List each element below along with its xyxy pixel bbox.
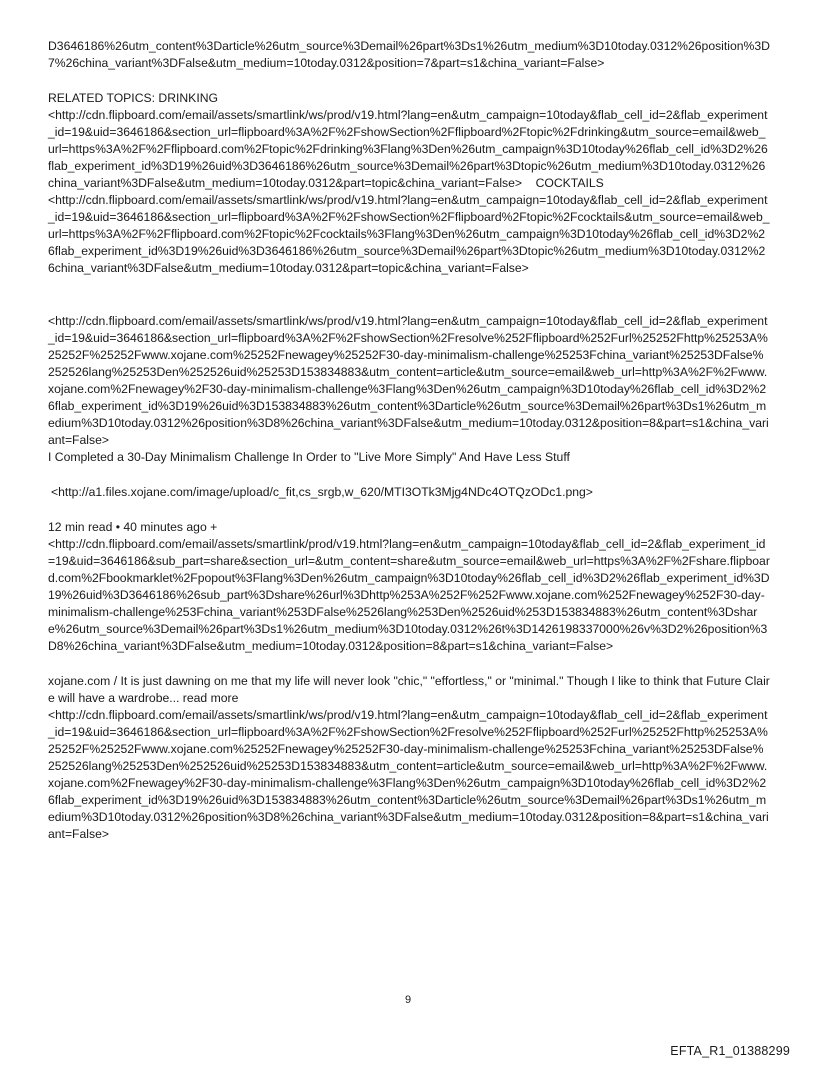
article-title: I Completed a 30-Day Minimalism Challenge In Order to "Live More Simply" And Have Less Stuff [48,450,570,464]
drinking-topic-link[interactable]: <http://cdn.flipboard.com/email/assets/smartlink/ws/prod/v19.html?lang=en&utm_campaign=10today&flab_cell_id=2&flab_experiment_id=19&uid=3646186&section_url=flipboard%3A%2F%2FshowSection%2Fflipboard%2Ftopic%2Fdrinking&utm_source=email&web_url=https%3A%2F%2Fflipboard.com%2Ftopic%2Fdrinking%3Flang%3Den%26utm_campaign%3D10today%26flab_cell_id%3D2%26flab_experiment_id%3D19%26uid%3D3646186%26utm_source%3Demail%26part%3Dtopic%26utm_medium%3D10today.0312%26china_variant%3DFalse&utm_medium=10today.0312&part=topic&china_variant=False> [48,108,768,190]
article-image-link[interactable]: <http://a1.files.xojane.com/image/upload/c_fit,cs_srgb,w_620/MTI3OTk3Mjg4NDc4OTQzODc1.png> [51,485,593,499]
cocktails-topic-label: COCKTAILS [535,176,604,190]
cocktails-topic-link[interactable]: <http://cdn.flipboard.com/email/assets/smartlink/ws/prod/v19.html?lang=en&utm_campaign=10today&flab_cell_id=2&flab_experiment_id=19&uid=3646186&section_url=flipboard%3A%2F%2FshowSection%2Fflipboard%2Ftopic%2Fcocktails&utm_source=email&web_url=https%3A%2F%2Fflipboard.com%2Ftopic%2Fcocktails%3Flang%3Den%26utm_campaign%3D10today%26flab_cell_id%3D2%26flab_experiment_id%3D19%26uid%3D3646186%26utm_source%3Demail%26part%3Dtopic%26utm_medium%3D10today.0312%26china_variant%3DFalse&utm_medium=10today.0312&part=topic&china_variant=False> [48,193,770,275]
url-fragment: D3646186%26utm_content%3Darticle%26utm_source%3Demail%26part%3Ds1%26utm_medium%3D10today.0312%26position%3D7%26china_variant%3DFalse&utm_medium=10today.0312&position=7&part=s1&china_variant=False> [48,39,770,70]
document-id: EFTA_R1_01388299 [670,1044,790,1058]
article-link[interactable]: <http://cdn.flipboard.com/email/assets/smartlink/ws/prod/v19.html?lang=en&utm_campaign=10today&flab_cell_id=2&flab_experiment_id=19&uid=3646186&section_url=flipboard%3A%2F%2FshowSection%2Fresolve%252Fflipboard%252Furl%25252Fhttp%25253A%25252F%25252Fwww.xojane.com%25252Fnewagey%25252F30-day-minimalism-challenge%25253Fchina_variant%25253DFalse%252526lang%25253Den%252526uid%25253D153834883&utm_content=article&utm_source=email&web_url=http%3A%2F%2Fwww.xojane.com%2Fnewagey%2F30-day-minimalism-challenge%3Flang%3Den%26utm_campaign%3D10today%26flab_cell_id%3D2%26flab_experiment_id%3D19%26uid%3D153834883%26utm_content%3Darticle%26utm_source%3Demail%26part%3Ds1%26utm_medium%3D10today.0312%26position%3D8%26china_variant%3DFalse&utm_medium=10today.0312&position=8&part=s1&china_variant=False> [48,314,769,447]
email-body [48,38,770,843]
page-number: 9 [404,994,412,1006]
share-link[interactable]: <http://cdn.flipboard.com/email/assets/smartlink/prod/v19.html?lang=en&utm_campaign=10today&flab_cell_id=2&flab_experiment_id=19&uid=3646186&sub_part=share&section_url=&utm_content=share&utm_source=email&web_url=https%3A%2F%2Fshare.flipboard.com%2Fbookmarklet%2Fpopout%3Flang%3Den%26utm_campaign%3D10today%26flab_cell_id%3D2%26flab_experiment_id%3D19%26uid%3D3646186%26sub_part%3Dshare%26url%3Dhttp%253A%252F%252Fwww.xojane.com%252Fnewagey%252F30-day-minimalism-challenge%253Fchina_variant%253DFalse%2526lang%253Den%2526uid%253D153834883%26utm_content%3Dshare%26utm_source%3Demail%26part%3Ds1%26utm_medium%3D10today.0312%26t%3D1426198337000%26v%3D2%26position%3D8%26china_variant%3DFalse&utm_medium=10today.0312&position=8&part=s1&china_variant=False> [48,537,770,653]
read-meta: 12 min read • 40 minutes ago + [48,520,218,534]
related-topics-label: RELATED TOPICS: DRINKING [48,91,218,105]
read-more-link[interactable]: <http://cdn.flipboard.com/email/assets/smartlink/ws/prod/v19.html?lang=en&utm_campaign=10today&flab_cell_id=2&flab_experiment_id=19&uid=3646186&section_url=flipboard%3A%2F%2FshowSection%2Fresolve%252Fflipboard%252Furl%25252Fhttp%25253A%25252F%25252Fwww.xojane.com%25252Fnewagey%25252F30-day-minimalism-challenge%25253Fchina_variant%25253DFalse%252526lang%25253Den%252526uid%25253D153834883&utm_content=article&utm_source=email&web_url=http%3A%2F%2Fwww.xojane.com%2Fnewagey%2F30-day-minimalism-challenge%3Flang%3Den%26utm_campaign%3D10today%26flab_cell_id%3D2%26flab_experiment_id%3D19%26uid%3D153834883%26utm_content%3Darticle%26utm_source%3Demail%26part%3Ds1%26utm_medium%3D10today.0312%26position%3D8%26china_variant%3DFalse&utm_medium=10today.0312&position=8&part=s1&china_variant=False> [48,708,769,841]
topic-links [48,107,770,277]
article-excerpt: xojane.com / It is just dawning on me that my life will never look "chic," "effortless," or "minimal." Though I like to think that Future Claire will have a wardrobe... read more [48,674,770,705]
